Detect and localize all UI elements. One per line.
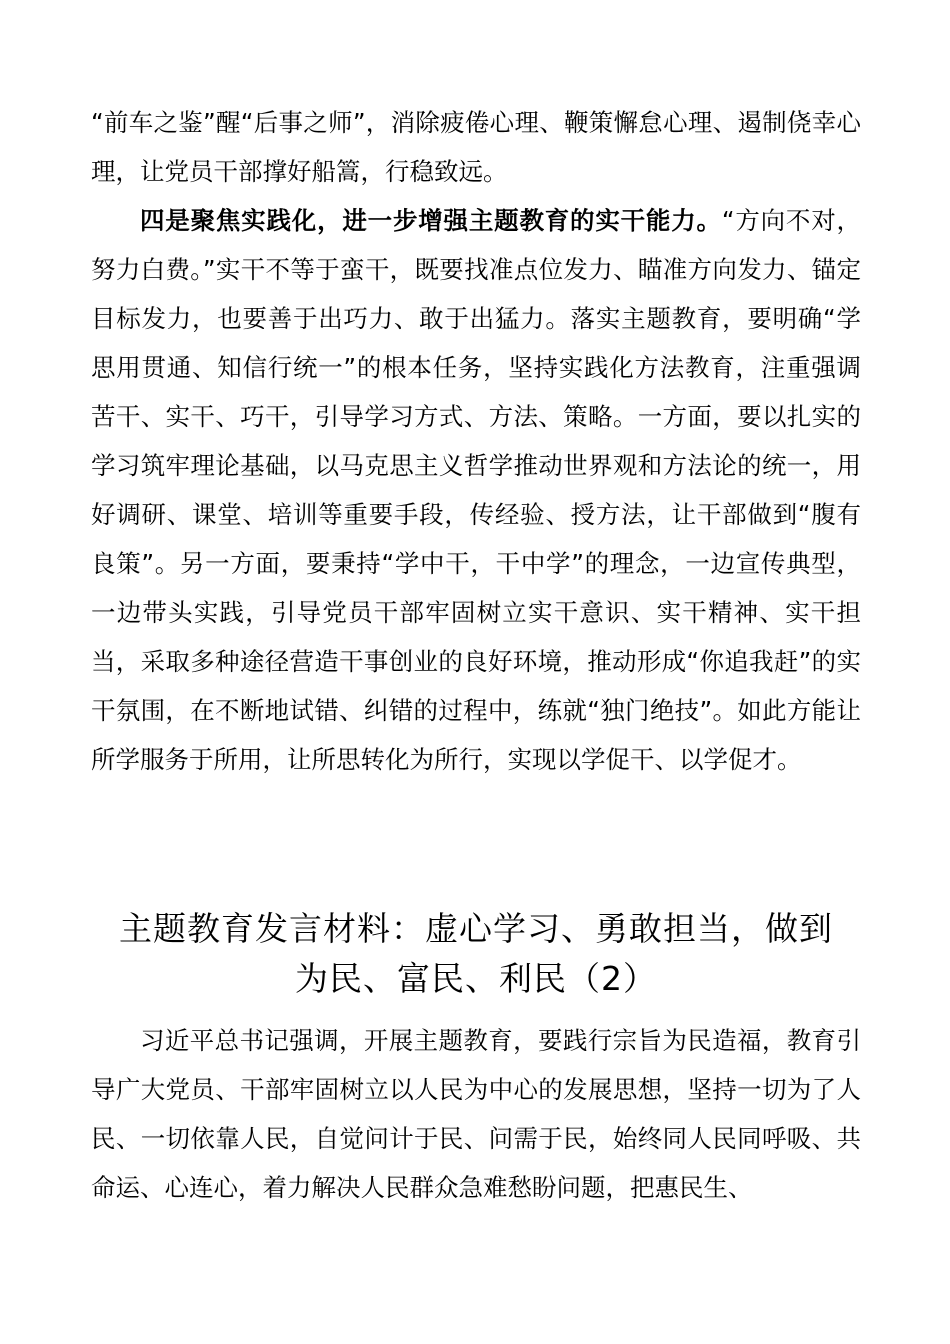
heading-line-1: 主题教育发言材料：虚心学习、勇敢担当，做到 (119, 909, 833, 948)
section-heading (91, 904, 861, 1004)
paragraph-lead-bold: 四是聚焦实践化，进一步增强主题教育的实干能力。 (140, 206, 722, 235)
paragraph-intro: 习近平总书记强调，开展主题教育，要践行宗旨为民造福，教育引导广大党员、干部牢固树立以人民为中心的发展思想，坚持一切为了人民、一切依靠人民，自觉问计于民、问需于民，始终同人民同呼吸、共命运、心连心，着力解决人民群众急难愁盼问题，把惠民生、 (91, 1026, 861, 1202)
paragraph-body: “方向不对，努力白费。”实干不等于蛮干，既要找准点位发力、瞄准方向发力、锚定目标发力，也要善于出巧力、敢于出猛力。落实主题教育，要明确“学思用贯通、知信行统一”的根本任务，坚持实践化方法教育，注重强调苦干、实干、巧干，引导学习方式、方法、策略。一方面，要以扎实的学习筑牢理论基础，以马克思主义哲学推动世界观和方法论的统一，用好调研、课堂、培训等重要手段，传经验、授方法，让干部做到“腹有良策”。另一方面，要秉持“学中干，干中学”的理念，一边宣传典型，一边带头实践，引导党员干部牢固树立实干意识、实干精神、实干担当，采取多种途径营造干事创业的良好环境，推动形成“你追我赶”的实干氛围，在不断地试错、纠错的过程中，练就“独门绝技”。如此方能让所学服务于所用，让所思转化为所行，实现以学促干、以学促才。 (91, 206, 862, 774)
paragraph-continuation: “前车之鉴”醒“后事之师”，消除疲倦心理、鞭策懈怠心理、遏制侥幸心理，让党员干部撑好船篙，行稳致远。 (91, 108, 861, 186)
heading-line-2: 为民、富民、利民（2） (295, 959, 657, 998)
paragraph-point-four (91, 196, 861, 784)
